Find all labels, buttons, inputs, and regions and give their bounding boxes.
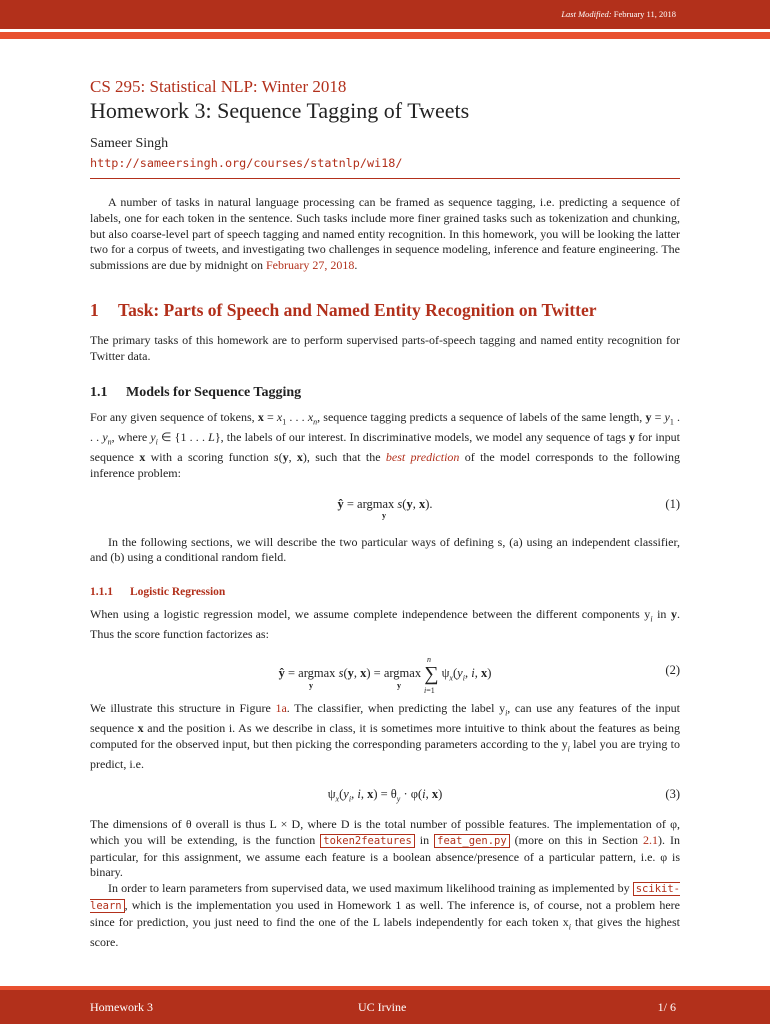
equation-1 bbox=[90, 495, 680, 527]
equation-3-number: (3) bbox=[665, 787, 680, 802]
feat-gen-code: feat_gen.py bbox=[434, 834, 510, 848]
course-title: CS 295: Statistical NLP: Winter 2018 bbox=[90, 77, 347, 96]
author-name: Sameer Singh bbox=[90, 136, 169, 151]
footer-bar bbox=[0, 990, 770, 1024]
last-modified: Last Modified: February 11, 2018 bbox=[561, 9, 676, 19]
homework-title: Homework 3: Sequence Tagging of Tweets bbox=[90, 98, 470, 123]
logreg-paragraph-1: When using a logistic regression model, we assume complete independence between the different components $y_i$ in y. Thus the score function factorizes as: bbox=[90, 607, 680, 642]
due-date: February 27, 2018 bbox=[266, 258, 355, 273]
equation-2-number: (2) bbox=[665, 663, 680, 678]
logreg-paragraph-4: In order to learn parameters from supervised data, we used maximum likelihood training as implemented by scikit-learn , which is the implementation you used in Homework 1 as well. The inference is, of course, not a problem here since for prediction, you just need to find the one of the L labels independently for each token $x_i$ that gives the highest score. bbox=[90, 881, 680, 950]
token2features-code: token2features bbox=[320, 834, 415, 848]
section-1-1-paragraph: For any given sequence of tokens, $x = x_1$ . . . $x_n$, sequence tagging predicts a sequence of labels of the same length, $y = y_1$ . . . $y_n$, where $y_i$ ∈ {1 . . . L}, the labels of our interest. In discriminative models, we model any sequence of tags y for input sequence x with a scoring function s(y, x), such that the best prediction of the model corresponds to the following inference problem: bbox=[90, 409, 680, 480]
equation-1-body: ŷ = argmax s(y, x). bbox=[337, 496, 433, 511]
equation-3-body: $\psi_x(y_i$, i, $x) = \theta_y \cdot \varphi(i$, x) bbox=[327, 787, 443, 804]
title-rule bbox=[90, 178, 680, 179]
equation-2: ŷ = argmax s(y, x) = argmax ∑ $\psi_x(y_i$, i, x) y y n i=1 (2) bbox=[90, 655, 680, 701]
footer-center: UC Irvine bbox=[358, 1000, 407, 1014]
page-content bbox=[90, 72, 680, 951]
section-1-1-heading: 1.1 Models for Sequence Tagging bbox=[90, 384, 302, 400]
section-1-text: The primary tasks of this homework are to perform supervised parts-of-speech tagging and named entity recognition for Twitter data. bbox=[90, 332, 680, 363]
section-1-heading: 1 Task: Parts of Speech and Named Entity Recognition on Twitter bbox=[90, 299, 597, 320]
logreg-paragraph-2: We illustrate this structure in Figure 1a. The classifier, when predicting the label $y_i$, can use any features of the input sequence x and the position i. As we describe in class, it is sometimes more intuitive to think about the features as being computed for the observed input, but then picking the corresponding parameters according to the $y_i$ label you are trying to predict, i.e. bbox=[90, 701, 681, 772]
top-banner bbox=[0, 0, 770, 29]
equation-1-subscript: y bbox=[382, 510, 386, 520]
course-url-link[interactable]: http://sameersingh.org/courses/statnlp/wi18/ bbox=[90, 156, 403, 170]
figure-1a-link[interactable]: 1a bbox=[275, 701, 287, 716]
intro-paragraph: A number of tasks in natural language processing can be framed as sequence tagging, i.e. predicting a sequence of labels, one for each token in the sentence. Such tasks include more finer grained tasks such as tokenization and chunking, but also coarse-level part of speech tagging and named entity recognition. In this homework, you will be looking the latter two for a corpus of tweets, and investigating two challenges in sequence modeling, inference and feature engineering. The submissions are due by midnight on February 27, 2018. bbox=[90, 195, 680, 273]
logreg-paragraph-3: The dimensions of θ overall is thus L × D, where D is the total number of possible features. The implementation of φ, which you will be extending, is the function token2features in feat_gen.py (more on this in Section 2.1). In particular, for this assignment, we assume each feature is a boolean absence/presence of a particular pattern, i.e. φ is binary. bbox=[90, 817, 680, 880]
best-prediction-link[interactable]: best prediction bbox=[385, 449, 460, 464]
top-accent-line bbox=[0, 32, 770, 39]
equation-2-body: ŷ = argmax s(y, x) = argmax ∑ $\psi_x(y_i$, i, x) bbox=[278, 663, 492, 686]
section-1-1-paragraph-2: In the following sections, we will describe the two particular ways of defining s, (a) using an independent classifier, and (b) using a conditional random field. bbox=[90, 534, 680, 565]
footer-left: Homework 3 bbox=[90, 1000, 153, 1014]
scikit-learn-code: scikit-learn bbox=[90, 883, 680, 913]
section-2-1-link[interactable]: 2.1 bbox=[643, 832, 658, 847]
section-1-1-1-heading: 1.1.1 Logistic Regression bbox=[90, 586, 226, 599]
page-number: 1/ 6 bbox=[657, 1000, 676, 1014]
equation-1-number: (1) bbox=[665, 496, 680, 511]
equation-3 bbox=[90, 785, 680, 817]
